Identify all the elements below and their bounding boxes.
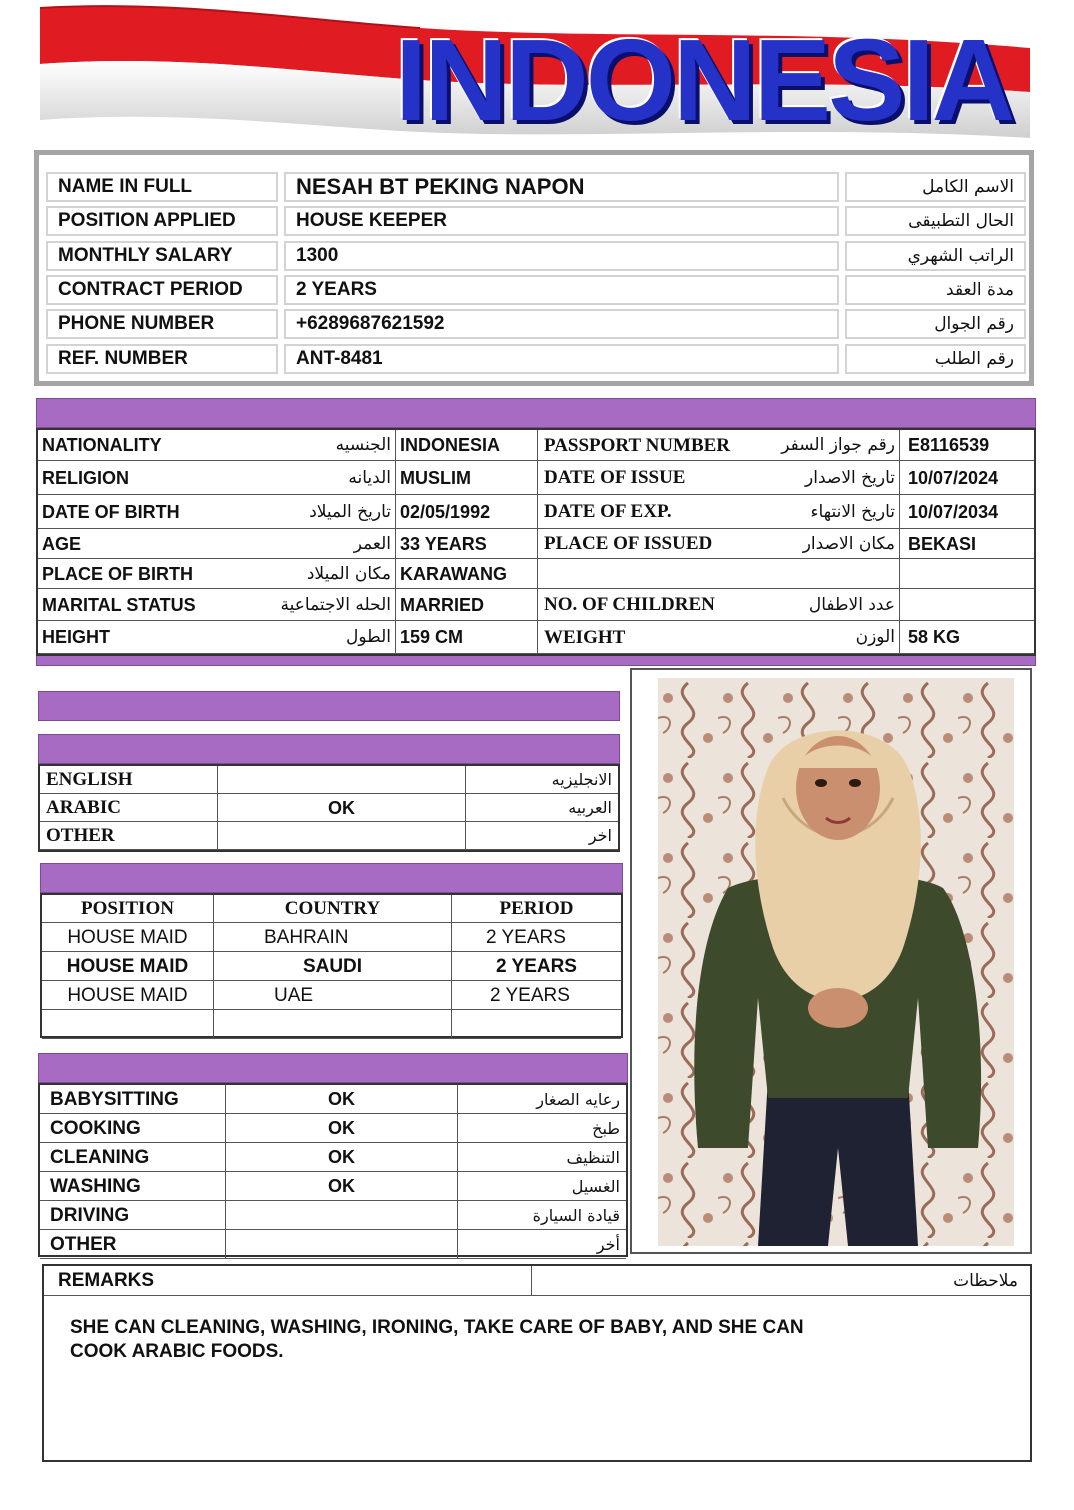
personal-field-label: AGE: [38, 529, 228, 559]
skill-label: WASHING: [40, 1172, 226, 1201]
experience-cell: UAE: [214, 981, 452, 1010]
languages-header-bar: [38, 734, 620, 764]
personal-field-arabic: الجنسيه: [228, 430, 396, 461]
personal-field-value: INDONESIA: [396, 430, 538, 461]
section-bar: [38, 691, 620, 721]
experience-column-header: COUNTRY: [214, 895, 452, 923]
skill-status: OK: [226, 1114, 458, 1143]
summary-arabic-label: رقم الطلب: [845, 344, 1026, 374]
skill-status: OK: [226, 1172, 458, 1201]
skill-arabic: الغسيل: [458, 1172, 626, 1201]
applicant-photo: [658, 678, 1014, 1246]
experience-cell: [42, 1010, 214, 1039]
summary-row: [46, 206, 1026, 236]
skill-label: BABYSITTING: [40, 1085, 226, 1114]
summary-row: [46, 275, 1026, 305]
personal-field-arabic: تاريخ الانتهاء: [766, 495, 900, 529]
skills-table: [38, 1083, 628, 1257]
personal-field-value: MARRIED: [396, 589, 538, 621]
skill-label: DRIVING: [40, 1201, 226, 1230]
personal-field-label: RELIGION: [38, 461, 228, 495]
contract-value: 2 YEARS: [284, 275, 839, 305]
skill-arabic: طبخ: [458, 1114, 626, 1143]
personal-field-arabic: تاريخ الميلاد: [228, 495, 396, 529]
summary-arabic-label: الراتب الشهري: [845, 241, 1026, 271]
experience-column-header: PERIOD: [452, 895, 621, 923]
language-level: [218, 822, 466, 850]
personal-field-value: BEKASI: [900, 529, 1034, 559]
personal-info-header-bar: [36, 398, 1036, 428]
experience-cell: HOUSE MAID: [42, 952, 214, 981]
summary-row: [46, 344, 1026, 374]
personal-field-label: HEIGHT: [38, 621, 228, 654]
personal-field-arabic: الطول: [228, 621, 396, 654]
personal-field-arabic: العمر: [228, 529, 396, 559]
header-banner: [0, 0, 1074, 150]
skill-status: OK: [226, 1143, 458, 1172]
language-level: [218, 766, 466, 794]
remarks-line: SHE CAN CLEANING, WASHING, IRONING, TAKE CARE OF BABY, AND SHE CAN: [70, 1317, 804, 1338]
personal-field-label: NATIONALITY: [38, 430, 228, 461]
remarks-arabic-label: ملاحظات: [532, 1266, 1030, 1296]
applicant-portrait-illustration: [658, 678, 1014, 1246]
personal-field-label: WEIGHT: [538, 621, 766, 654]
experience-column-header: POSITION: [42, 895, 214, 923]
summary-label: MONTHLY SALARY: [46, 241, 278, 271]
experience-cell: [214, 1010, 452, 1039]
skill-arabic: التنظيف: [458, 1143, 626, 1172]
experience-table: [40, 893, 623, 1038]
personal-field-label: [538, 559, 766, 589]
personal-field-arabic: تاريخ الاصدار: [766, 461, 900, 495]
experience-cell: 2 YEARS: [452, 923, 621, 952]
full-name-value: NESAH BT PEKING NAPON: [284, 172, 839, 202]
summary-label: NAME IN FULL: [46, 172, 278, 202]
summary-arabic-label: الحال التطبيقى: [845, 206, 1026, 236]
language-label: OTHER: [40, 822, 218, 850]
personal-field-label: NO. OF CHILDREN: [538, 589, 766, 621]
remarks-label: REMARKS: [44, 1266, 532, 1296]
experience-cell: 2 YEARS: [452, 952, 621, 981]
personal-field-label: PLACE OF ISSUED: [538, 529, 766, 559]
summary-arabic-label: مدة العقد: [845, 275, 1026, 305]
personal-field-label: PASSPORT NUMBER: [538, 430, 766, 461]
skill-label: COOKING: [40, 1114, 226, 1143]
country-title: INDONESIA: [395, 15, 1013, 145]
skill-status: OK: [226, 1085, 458, 1114]
applicant-photo-frame: [630, 668, 1032, 1254]
experience-cell: HOUSE MAID: [42, 981, 214, 1010]
skills-header-bar: [38, 1053, 628, 1083]
summary-label: REF. NUMBER: [46, 344, 278, 374]
skill-arabic: أخر: [458, 1230, 626, 1259]
personal-field-label: DATE OF BIRTH: [38, 495, 228, 529]
personal-field-arabic: الوزن: [766, 621, 900, 654]
personal-field-value: KARAWANG: [396, 559, 538, 589]
phone-value: +6289687621592: [284, 309, 839, 339]
language-arabic: العربيه: [466, 794, 618, 822]
skill-label: CLEANING: [40, 1143, 226, 1172]
skill-label: OTHER: [40, 1230, 226, 1259]
remarks-text: [70, 1316, 1010, 1364]
personal-field-value: 159 CM: [396, 621, 538, 654]
personal-field-label: PLACE OF BIRTH: [38, 559, 228, 589]
summary-row: [46, 241, 1026, 271]
experience-cell: HOUSE MAID: [42, 923, 214, 952]
personal-field-value: E8116539: [900, 430, 1034, 461]
summary-row: [46, 309, 1026, 339]
personal-field-value: 33 YEARS: [396, 529, 538, 559]
experience-cell: BAHRAIN: [214, 923, 452, 952]
summary-label: POSITION APPLIED: [46, 206, 278, 236]
language-arabic: الانجليزيه: [466, 766, 618, 794]
language-label: ARABIC: [40, 794, 218, 822]
personal-info-table: [36, 428, 1036, 656]
summary-arabic-label: رقم الجوال: [845, 309, 1026, 339]
personal-field-label: DATE OF EXP.: [538, 495, 766, 529]
skill-status: [226, 1201, 458, 1230]
remarks-line: COOK ARABIC FOODS.: [70, 1341, 284, 1362]
personal-field-arabic: مكان الاصدار: [766, 529, 900, 559]
personal-field-label: DATE OF ISSUE: [538, 461, 766, 495]
salary-value: 1300: [284, 241, 839, 271]
personal-field-arabic: الديانه: [228, 461, 396, 495]
personal-field-value: [900, 559, 1034, 589]
personal-field-arabic: مكان الميلاد: [228, 559, 396, 589]
experience-cell: SAUDI: [214, 952, 452, 981]
personal-field-arabic: عدد الاطفال: [766, 589, 900, 621]
ref-number-value: ANT-8481: [284, 344, 839, 374]
personal-field-value: 10/07/2034: [900, 495, 1034, 529]
experience-cell: 2 YEARS: [452, 981, 621, 1010]
personal-field-arabic: [766, 559, 900, 589]
skill-arabic: رعايه الصغار: [458, 1085, 626, 1114]
summary-label: PHONE NUMBER: [46, 309, 278, 339]
summary-arabic-label: الاسم الكامل: [845, 172, 1026, 202]
personal-field-value: MUSLIM: [396, 461, 538, 495]
languages-table: [38, 764, 620, 852]
personal-field-value: 10/07/2024: [900, 461, 1034, 495]
personal-field-arabic: الحله الاجتماعية: [228, 589, 396, 621]
applicant-summary-box: [34, 150, 1034, 386]
experience-header-bar: [40, 863, 623, 893]
skill-status: [226, 1230, 458, 1259]
personal-field-arabic: رقم جواز السفر: [766, 430, 900, 461]
personal-field-value: 02/05/1992: [396, 495, 538, 529]
experience-cell: [452, 1010, 621, 1039]
summary-label: CONTRACT PERIOD: [46, 275, 278, 305]
position-value: HOUSE KEEPER: [284, 206, 839, 236]
personal-field-value: [900, 589, 1034, 621]
language-arabic: اخر: [466, 822, 618, 850]
personal-field-value: 58 KG: [900, 621, 1034, 654]
language-level: OK: [218, 794, 466, 822]
language-label: ENGLISH: [40, 766, 218, 794]
skill-arabic: قيادة السيارة: [458, 1201, 626, 1230]
remarks-box: [42, 1264, 1032, 1462]
summary-row: [46, 172, 1026, 202]
personal-field-label: MARITAL STATUS: [38, 589, 228, 621]
